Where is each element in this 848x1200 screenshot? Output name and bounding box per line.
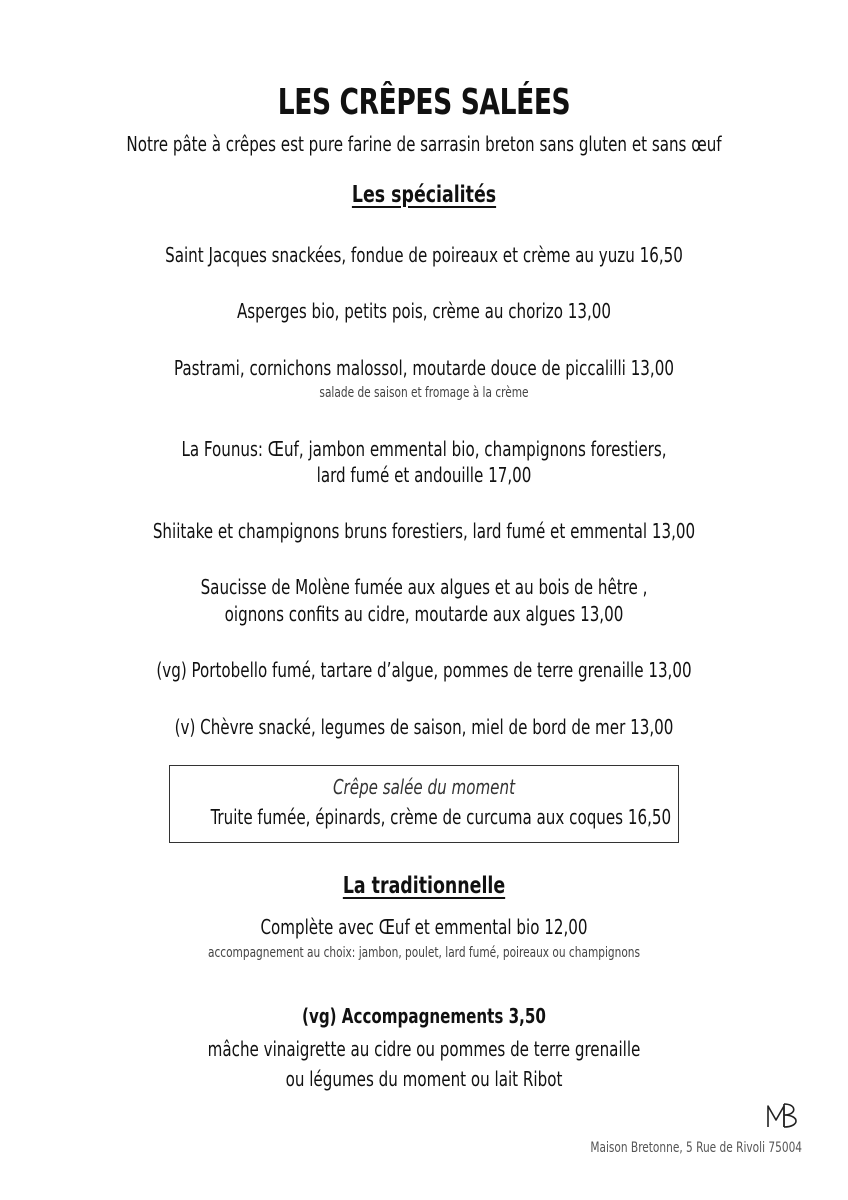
menu-item xyxy=(68,601,780,627)
menu-item-name: Complète avec Œuf et emmental bio xyxy=(260,915,540,939)
moment-dish-price: 16,50 xyxy=(627,805,672,829)
moment-dish-name: Truite fumée, épinards, crème de curcuma aux coques xyxy=(210,805,624,829)
section-heading-specialites: Les spécialités xyxy=(351,182,497,208)
menu-item-name-line2: oignons confits au cidre, moutarde aux algues xyxy=(224,602,576,626)
menu-item xyxy=(68,298,780,324)
menu-item-name: Asperges bio, petits pois, crème au chorizo xyxy=(236,299,563,323)
menu-item-name: Saint Jacques snackées, fondue de poireaux et crème au yuzu xyxy=(165,243,635,267)
menu-item-price: 12,00 xyxy=(544,915,588,939)
menu-item-price: 13,00 xyxy=(580,602,624,626)
menu-item xyxy=(68,242,780,268)
menu-item-name: Saucisse de Molène fumée aux algues et au bois de hêtre , xyxy=(200,575,648,599)
menu-item-price: 13,00 xyxy=(567,299,612,323)
section-heading-traditionnelle: La traditionnelle xyxy=(342,873,506,899)
page-title: LES CRÊPES SALÉES xyxy=(277,82,571,123)
menu-item-note: accompagnement au choix: jambon, poulet, lard fumé, poireaux ou champignons xyxy=(207,945,641,961)
footer-address: Maison Bretonne, 5 Rue de Rivoli 75004 xyxy=(590,1140,802,1156)
menu-item-name: Pastrami, cornichons malossol, moutarde douce de piccalilli xyxy=(174,356,626,380)
menu-item-price: 17,00 xyxy=(488,463,532,487)
page-subtitle: Notre pâte à crêpes est pure farine de sarrasin breton sans gluten et sans œuf xyxy=(126,132,722,156)
maison-bretonne-logo xyxy=(765,1100,803,1130)
menu-item xyxy=(68,462,780,488)
accompagnements-title: (vg) Accompagnements 3,50 xyxy=(302,1004,546,1028)
menu-item xyxy=(68,714,780,740)
moment-label: Crêpe salée du moment xyxy=(333,775,515,799)
menu-item-name: (v) Chèvre snacké, legumes de saison, miel de bord de mer xyxy=(174,715,626,739)
menu-item xyxy=(68,914,780,940)
moment-box xyxy=(169,765,679,843)
menu-item-price: 16,50 xyxy=(639,243,683,267)
accompagnements-line: mâche vinaigrette au cidre ou pommes de terre grenaille xyxy=(207,1037,641,1061)
menu-item xyxy=(68,518,780,544)
menu-item-price: 13,00 xyxy=(651,519,696,543)
menu-item xyxy=(68,355,780,381)
menu-item-name: (vg) Portobello fumé, tartare d’algue, pommes de terre grenaille xyxy=(156,658,644,682)
menu-item-price: 13,00 xyxy=(630,356,674,380)
menu-item-name: La Founus: Œuf, jambon emmental bio, champignons forestiers, xyxy=(181,437,667,461)
menu-item-name: Shiitake et champignons bruns forestiers, lard fumé et emmental xyxy=(152,519,648,543)
menu-item-name-line2: lard fumé et andouille xyxy=(316,463,484,487)
menu-item xyxy=(68,657,780,683)
menu-item-price: 13,00 xyxy=(648,658,692,682)
menu-item-note: salade de saison et fromage à la crème xyxy=(319,385,529,401)
accompagnements-line: ou légumes du moment ou lait Ribot xyxy=(285,1067,563,1091)
moment-dish xyxy=(210,805,672,829)
menu-item-price: 13,00 xyxy=(630,715,674,739)
